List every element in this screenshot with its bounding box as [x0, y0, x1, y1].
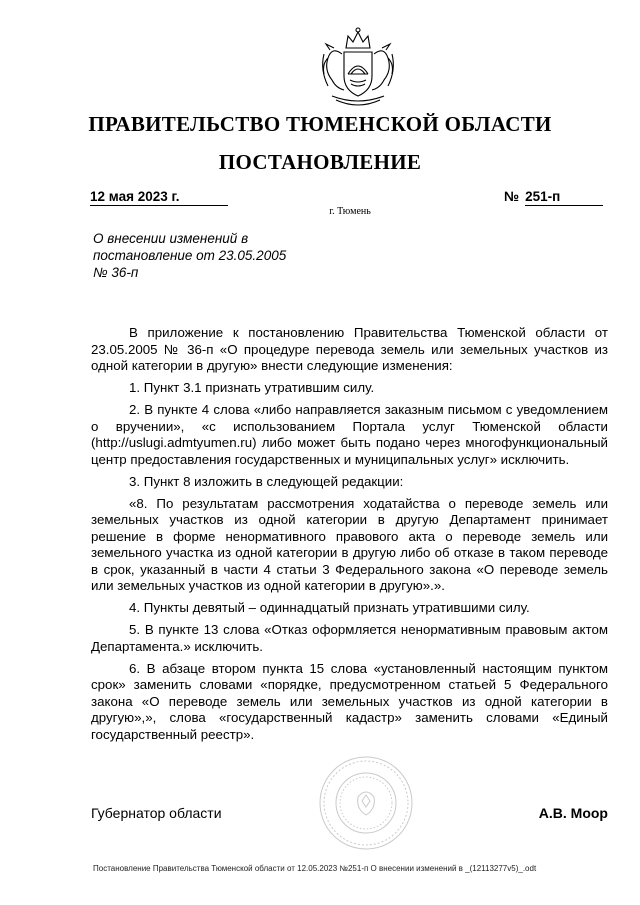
subject-line: О внесении изменений в [93, 231, 249, 246]
file-footer: Постановление Правительства Тюменской области от 12.05.2023 №251-п О внесении изменений в _(12113277v5)_.odt [93, 864, 537, 873]
document-date: 12 мая 2023 г. [90, 189, 228, 206]
signatory-name: А.В. Моор [538, 805, 608, 821]
coat-of-arms-icon [314, 24, 402, 112]
city: г. Тюмень [329, 206, 371, 217]
subject-line: постановление от 23.05.2005 [93, 248, 287, 263]
organization-title: ПРАВИТЕЛЬСТВО ТЮМЕНСКОЙ ОБЛАСТИ [88, 112, 552, 136]
subject-line: № 36-п [93, 265, 139, 280]
signatory-position: Губернатор области [91, 805, 222, 821]
body-paragraph: 2. В пункте 4 слова «либо направляется заказным письмом с уведомлением о вручении», «с использованием Портала услуг Тюменской области (http://uslugi.admtyumen.ru) либо может быть подано через многофункциональный центр предоставления государственных и муниципальных услуг» исключить. [91, 402, 608, 467]
number-value: 251-п [525, 189, 603, 206]
document-subject [93, 230, 323, 281]
body-paragraph: 5. В пункте 13 слова «Отказ оформляется ненормативным правовым актом Департамента.» исключить. [91, 622, 608, 654]
document-type: ПОСТАНОВЛЕНИЕ [218, 150, 422, 174]
body-paragraph: 4. Пункты девятый – одиннадцатый признать утратившими силу. [129, 600, 530, 615]
body-paragraph: 6. В абзаце втором пункта 15 слова «установленный настоящим пунктом срок» заменить словами «порядке, предусмотренном статьей 5 Федерального закона «О переводе земель или земельных участков из одной категории в другую»,», слова «государственный кадастр» заменить словами «Единый государственный реестр». [91, 660, 608, 742]
body-paragraph: «8. По результатам рассмотрения ходатайства о переводе земель или земельных участков из одной категории в другую Департамент принимает решение в форме ненормативного правового акта о переводе земель или земельного участка из одной категории в другую либо об отказе в таком переводе в срок, указанный в части 4 статьи 3 Федерального закона «О переводе земель или земельных участков из одной категории в другую».». [91, 495, 608, 593]
body-paragraph: 1. Пункт 3.1 признать утратившим силу. [129, 380, 375, 395]
document-number [504, 189, 603, 206]
body-paragraph: 3. Пункт 8 изложить в следующей редакции: [129, 473, 404, 489]
document-body [91, 325, 608, 749]
official-seal-stamp [318, 755, 414, 851]
number-label: № [504, 189, 520, 204]
body-paragraph: В приложение к постановлению Правительства Тюменской области от 23.05.2005 № 36-п «О процедуре перевода земель или земельных участков из одной категории в другую» внести следующие изменения: [91, 325, 608, 373]
